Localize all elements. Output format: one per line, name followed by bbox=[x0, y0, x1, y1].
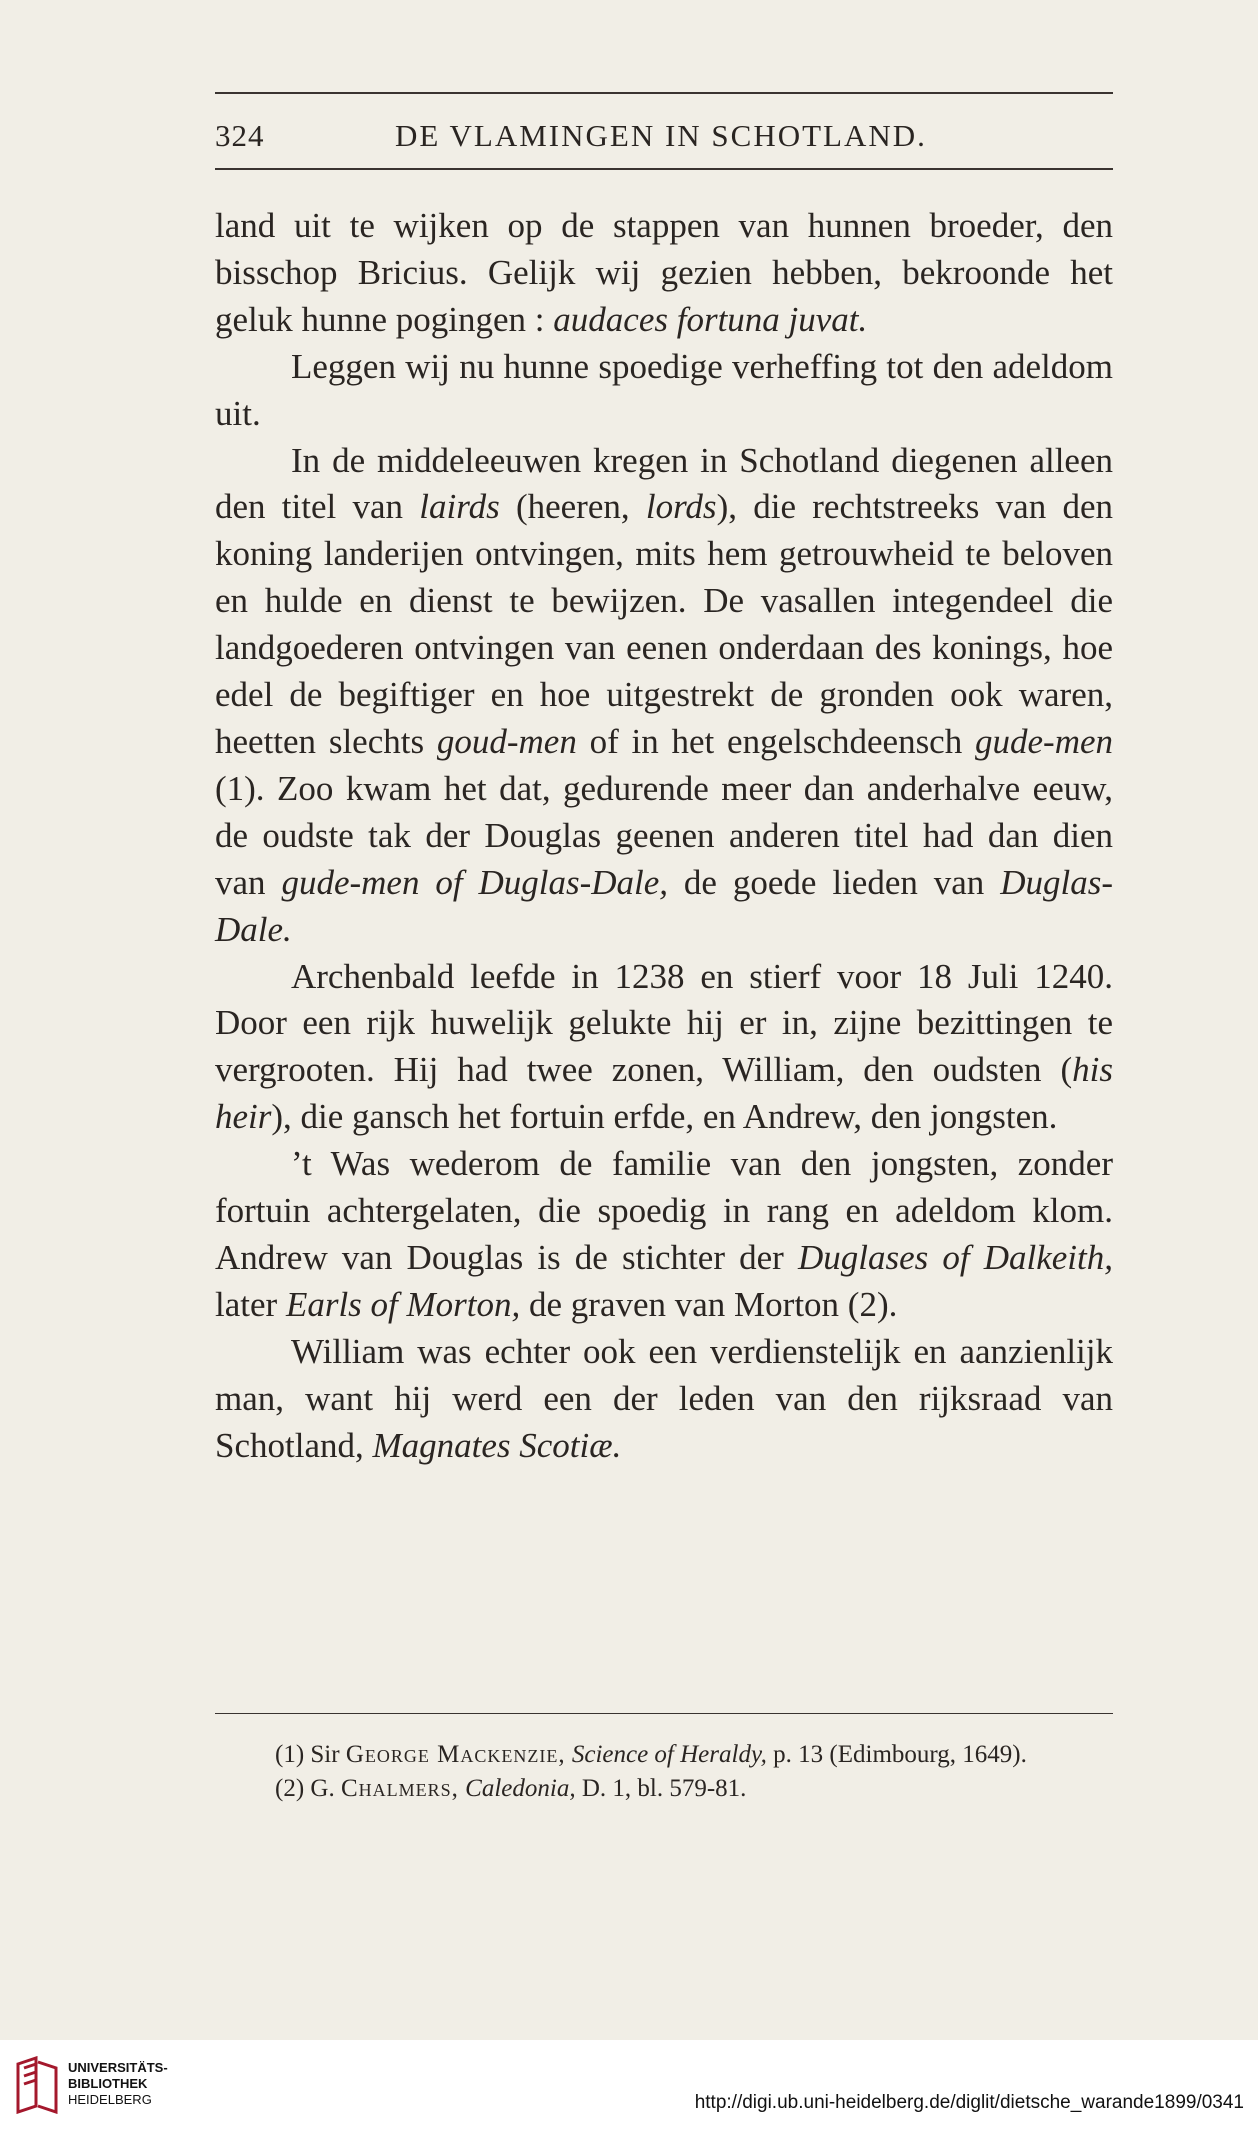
text-run: p. 13 (Edimbourg, 1649). bbox=[766, 1741, 1027, 1768]
footnote-rule bbox=[215, 1713, 1113, 1714]
work-title: Science of Heraldy, bbox=[571, 1741, 767, 1768]
paragraph-1 bbox=[215, 203, 1113, 344]
page-number: 324 bbox=[215, 118, 265, 153]
italic-term: gude-men of Duglas-Dale, bbox=[281, 862, 669, 902]
italic-term: lairds bbox=[419, 487, 500, 527]
italic-term: his heir bbox=[215, 1050, 1113, 1137]
footnote-1 bbox=[215, 1738, 1113, 1772]
italic-term: Magnates Scotiæ. bbox=[372, 1425, 622, 1465]
italic-term: Duglas-Dale. bbox=[215, 862, 1113, 949]
footnote-2 bbox=[215, 1772, 1113, 1806]
italic-term: Duglases of Dalkeith, bbox=[797, 1237, 1113, 1277]
italic-term: Earls of Morton, bbox=[285, 1284, 521, 1324]
text-run: ), die rechtstreeks van den koning landerijen ontvingen, mits hem getrouwheid te beloven en hulde en dienst te bewijzen. De vasallen integendeel die landgoederen ontvingen van eenen onderdaan des konings, hoe edel de begiftiger en hoe uitgestrekt de gronden ook waren, heetten slechts bbox=[215, 487, 1113, 761]
paragraph-2 bbox=[215, 344, 1113, 438]
italic-term: lords bbox=[645, 487, 717, 527]
text-run: ), die gansch het fortuin erfde, en Andrew, den jongsten. bbox=[271, 1097, 1058, 1137]
paragraph-3 bbox=[215, 438, 1113, 954]
library-name bbox=[68, 2060, 168, 2108]
text-run: later bbox=[215, 1284, 286, 1324]
viewer-footer bbox=[0, 2040, 1258, 2130]
header-rule-bottom bbox=[215, 168, 1113, 170]
header-rule-top bbox=[215, 92, 1113, 94]
text-run: de graven van Morton (2). bbox=[520, 1284, 898, 1324]
text-run: William was echter ook een verdienstelijk en aanzienlijk man, want hij werd een der leden van den rijksraad van Schotland, bbox=[215, 1331, 1113, 1465]
author-name: George Mackenzie, bbox=[345, 1741, 566, 1768]
running-title: DE VLAMINGEN IN SCHOTLAND. bbox=[395, 118, 927, 153]
text-run: (1). Zoo kwam het dat, gedurende meer dan anderhalve eeuw, de oudste tak der Douglas geenen anderen titel had dan dien van bbox=[215, 768, 1113, 902]
paragraph-1-text: land uit te wijken op de stappen van hunnen broeder, den bisschop Bricius. Gelijk wij gezien hebben, bekroonde het geluk hunne pogingen : bbox=[215, 206, 1113, 339]
running-header bbox=[215, 118, 1113, 158]
text-run: (2) G. bbox=[275, 1775, 341, 1802]
text-run: In de middeleeuwen kregen in Schotland diegenen alleen den titel van bbox=[215, 440, 1113, 527]
university-library-logo-icon[interactable] bbox=[14, 2056, 60, 2114]
text-run: of in het engelschdeensch bbox=[576, 721, 975, 761]
library-name-line: HEIDELBERG bbox=[68, 2092, 152, 2107]
text-run: ’t Was wederom de familie van den jongsten, zonder fortuin achtergelaten, die spoedig in rang en adeldom klom. Andrew van Douglas is de stichter der bbox=[215, 1144, 1113, 1277]
italic-term: goud-men bbox=[436, 721, 577, 761]
text-run: Archenbald leefde in 1238 en stierf voor 18 Juli 1240. Door een rijk huwelijk gelukte hij er in, zijne bezittingen te vergrooten. Hij had twee zonen, William, den oudsten ( bbox=[215, 956, 1113, 1090]
paragraph-6 bbox=[215, 1329, 1113, 1470]
text-run: (1) Sir bbox=[275, 1741, 346, 1768]
text-run: D. 1, bl. 579-81. bbox=[575, 1775, 747, 1802]
paragraph-4 bbox=[215, 954, 1113, 1142]
main-text bbox=[215, 203, 1113, 1469]
library-name-line: UNIVERSITÄTS- bbox=[68, 2060, 168, 2075]
work-title: Caledonia, bbox=[465, 1775, 576, 1802]
text-run: (heeren, bbox=[499, 487, 646, 527]
library-name-line: BIBLIOTHEK bbox=[68, 2076, 148, 2091]
paragraph-5 bbox=[215, 1141, 1113, 1329]
text-run: de goede lieden van bbox=[668, 862, 1001, 902]
author-name: Chalmers, bbox=[340, 1775, 459, 1802]
permalink-url[interactable]: http://digi.ub.uni-heidelberg.de/diglit/dietsche_warande1899/0341 bbox=[694, 2092, 1244, 2113]
italic-term: gude-men bbox=[975, 721, 1114, 761]
latin-phrase: audaces fortuna juvat. bbox=[553, 299, 868, 339]
paragraph-2-text: Leggen wij nu hunne spoedige verheffing tot den adeldom uit. bbox=[215, 346, 1113, 433]
footnotes bbox=[215, 1738, 1113, 1806]
